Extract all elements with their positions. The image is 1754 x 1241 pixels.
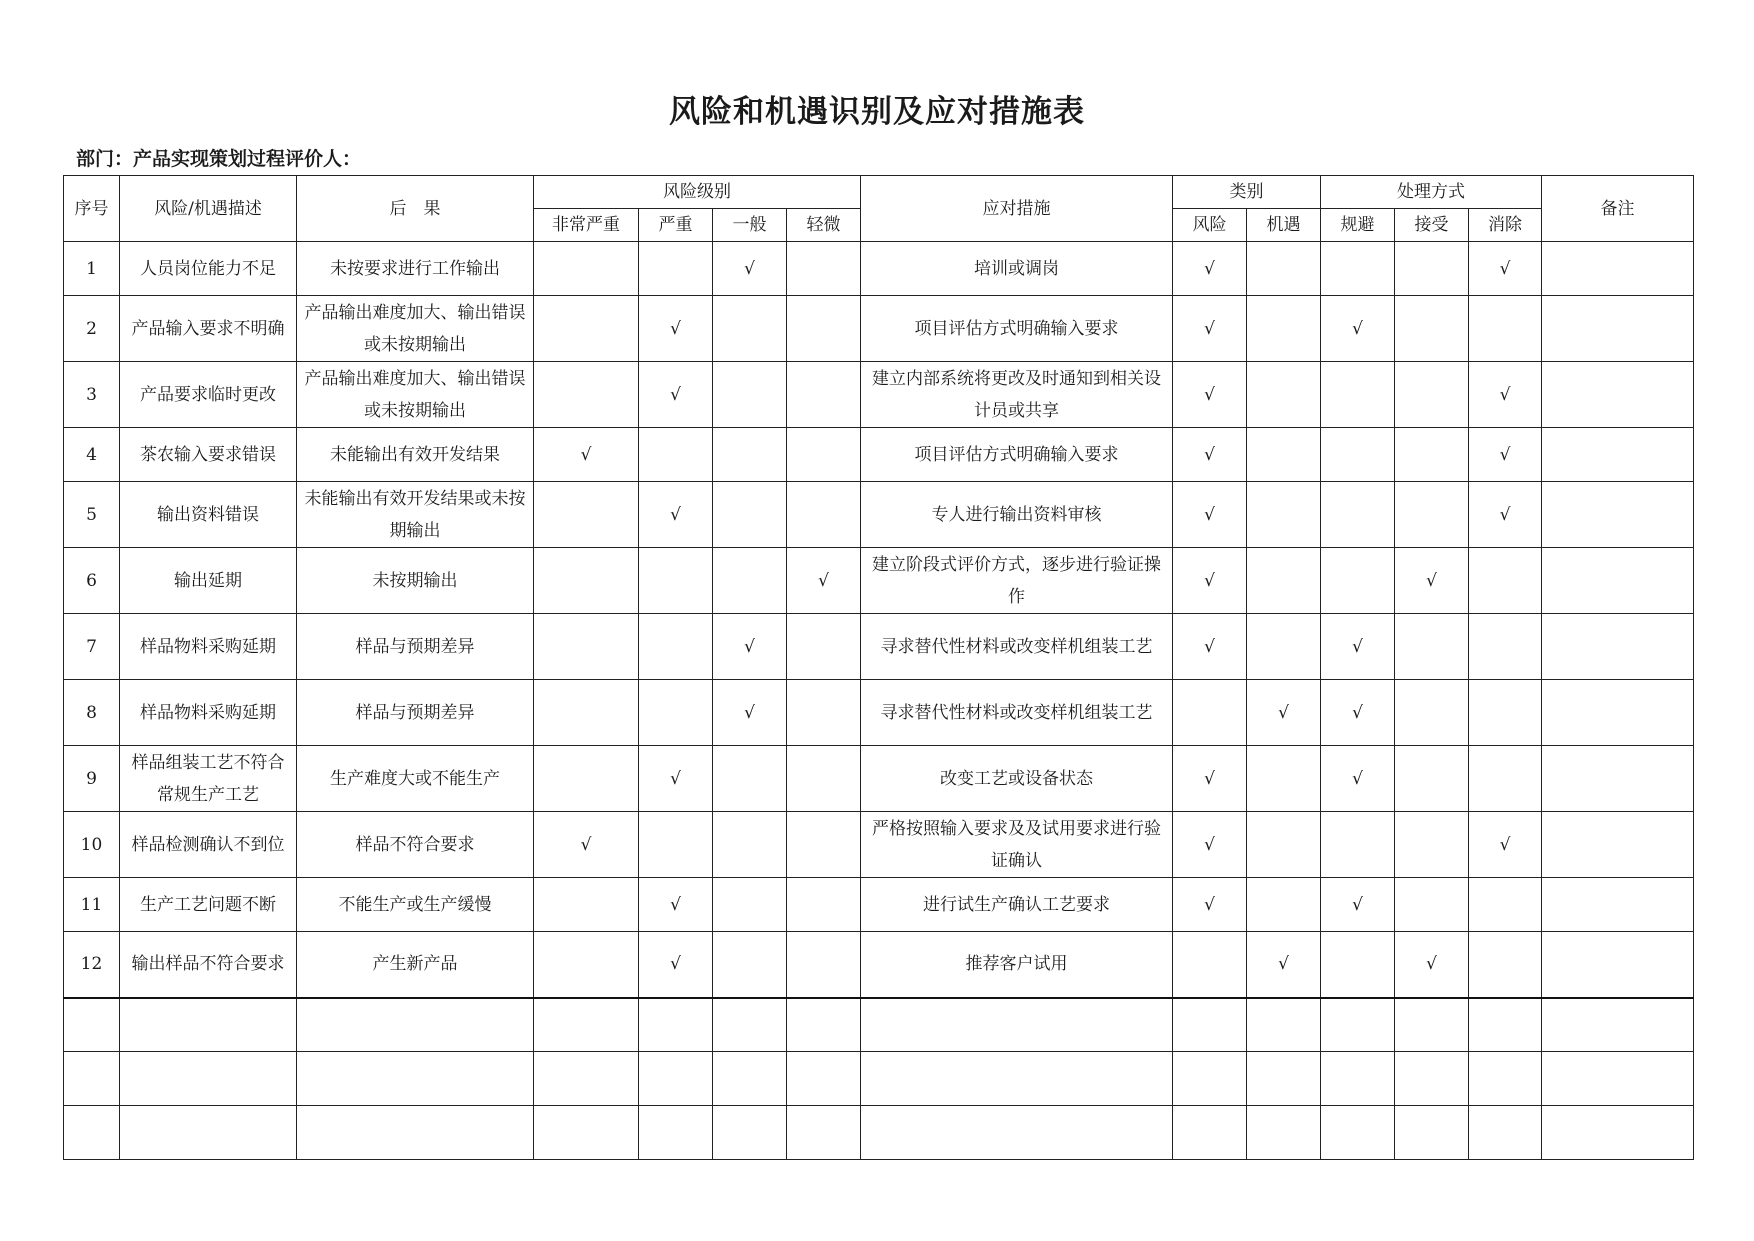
blank-cell <box>120 1052 297 1106</box>
blank-cell <box>1173 1106 1247 1160</box>
blank-cell <box>639 998 713 1052</box>
blank-cell <box>1395 1106 1469 1160</box>
table-row <box>64 242 1694 296</box>
risk-level-1: √ <box>639 482 713 548</box>
header-level-general: 一般 <box>713 209 787 242</box>
category-1 <box>1247 548 1321 614</box>
risk-description: 茶农输入要求错误 <box>120 428 297 482</box>
header-consequence: 后 果 <box>297 176 534 242</box>
handling-2 <box>1469 614 1542 680</box>
blank-cell <box>64 998 120 1052</box>
blank-cell <box>1542 1106 1694 1160</box>
risk-level-0 <box>534 680 639 746</box>
handling-0 <box>1321 428 1395 482</box>
header-remark: 备注 <box>1542 176 1694 242</box>
risk-level-3 <box>787 932 861 998</box>
blank-cell <box>787 998 861 1052</box>
category-0 <box>1173 680 1247 746</box>
consequence: 未能输出有效开发结果 <box>297 428 534 482</box>
handling-2: √ <box>1469 242 1542 296</box>
row-number: 4 <box>64 428 120 482</box>
handling-1 <box>1395 812 1469 878</box>
department-line: 部门：产品实现策划过程评价人： <box>76 148 362 170</box>
risk-level-0 <box>534 932 639 998</box>
risk-level-0 <box>534 482 639 548</box>
blank-cell <box>639 1052 713 1106</box>
header-handle-accept: 接受 <box>1395 209 1469 242</box>
risk-level-0: √ <box>534 812 639 878</box>
consequence: 样品与预期差异 <box>297 614 534 680</box>
row-number: 12 <box>64 932 120 998</box>
risk-level-1 <box>639 428 713 482</box>
blank-cell <box>1173 998 1247 1052</box>
risk-level-3 <box>787 614 861 680</box>
risk-description: 输出资料错误 <box>120 482 297 548</box>
row-number: 3 <box>64 362 120 428</box>
header-risk-level: 风险级别 <box>534 176 861 209</box>
risk-description: 生产工艺问题不断 <box>120 878 297 932</box>
handling-0: √ <box>1321 878 1395 932</box>
table-row <box>64 878 1694 932</box>
handling-2 <box>1469 932 1542 998</box>
risk-description: 样品物料采购延期 <box>120 614 297 680</box>
remark <box>1542 812 1694 878</box>
category-1 <box>1247 746 1321 812</box>
category-0: √ <box>1173 548 1247 614</box>
row-number: 9 <box>64 746 120 812</box>
remark <box>1542 428 1694 482</box>
risk-level-3 <box>787 296 861 362</box>
risk-description: 产品输入要求不明确 <box>120 296 297 362</box>
measure: 建立阶段式评价方式，逐步进行验证操作 <box>861 548 1173 614</box>
category-1: √ <box>1247 680 1321 746</box>
consequence: 不能生产或生产缓慢 <box>297 878 534 932</box>
header-cat-opportunity: 机遇 <box>1247 209 1321 242</box>
handling-1 <box>1395 428 1469 482</box>
blank-cell <box>534 998 639 1052</box>
blank-cell <box>713 1106 787 1160</box>
remark <box>1542 242 1694 296</box>
blank-cell <box>1321 1106 1395 1160</box>
row-number: 1 <box>64 242 120 296</box>
blank-cell <box>120 998 297 1052</box>
consequence: 生产难度大或不能生产 <box>297 746 534 812</box>
blank-cell <box>1469 1106 1542 1160</box>
category-0: √ <box>1173 746 1247 812</box>
risk-description: 输出延期 <box>120 548 297 614</box>
remark <box>1542 362 1694 428</box>
risk-level-2: √ <box>713 242 787 296</box>
category-0: √ <box>1173 482 1247 548</box>
measure: 寻求替代性材料或改变样机组装工艺 <box>861 614 1173 680</box>
table-row <box>64 548 1694 614</box>
row-number: 10 <box>64 812 120 878</box>
blank-row <box>64 1052 1694 1106</box>
risk-level-0 <box>534 362 639 428</box>
risk-level-1 <box>639 680 713 746</box>
risk-description: 产品要求临时更改 <box>120 362 297 428</box>
handling-1: √ <box>1395 932 1469 998</box>
consequence: 未能输出有效开发结果或未按期输出 <box>297 482 534 548</box>
risk-level-2 <box>713 932 787 998</box>
risk-level-3 <box>787 482 861 548</box>
category-0: √ <box>1173 362 1247 428</box>
measure: 推荐客户试用 <box>861 932 1173 998</box>
consequence: 未按期输出 <box>297 548 534 614</box>
blank-cell <box>713 1052 787 1106</box>
risk-level-1 <box>639 812 713 878</box>
risk-level-1: √ <box>639 878 713 932</box>
category-0: √ <box>1173 296 1247 362</box>
blank-cell <box>713 998 787 1052</box>
handling-2: √ <box>1469 362 1542 428</box>
handling-1 <box>1395 242 1469 296</box>
header-level-minor: 轻微 <box>787 209 861 242</box>
category-0 <box>1173 932 1247 998</box>
handling-0 <box>1321 932 1395 998</box>
category-1 <box>1247 878 1321 932</box>
blank-cell <box>534 1106 639 1160</box>
risk-level-1: √ <box>639 362 713 428</box>
row-number: 7 <box>64 614 120 680</box>
consequence: 未按要求进行工作输出 <box>297 242 534 296</box>
table-row <box>64 680 1694 746</box>
page-title: 风险和机遇识别及应对措施表 <box>669 94 1085 130</box>
consequence: 产品输出难度加大、输出错误或未按期输出 <box>297 362 534 428</box>
category-1 <box>1247 428 1321 482</box>
handling-2 <box>1469 878 1542 932</box>
blank-cell <box>1395 1052 1469 1106</box>
blank-cell <box>534 1052 639 1106</box>
row-number: 2 <box>64 296 120 362</box>
blank-cell <box>1247 998 1321 1052</box>
blank-row <box>64 998 1694 1052</box>
remark <box>1542 548 1694 614</box>
remark <box>1542 878 1694 932</box>
risk-description: 人员岗位能力不足 <box>120 242 297 296</box>
category-1 <box>1247 812 1321 878</box>
risk-level-2 <box>713 296 787 362</box>
risk-level-2 <box>713 878 787 932</box>
blank-cell <box>787 1052 861 1106</box>
risk-level-0 <box>534 296 639 362</box>
consequence: 样品与预期差异 <box>297 680 534 746</box>
category-1: √ <box>1247 932 1321 998</box>
blank-cell <box>1469 1052 1542 1106</box>
risk-level-3 <box>787 362 861 428</box>
table-row <box>64 482 1694 548</box>
handling-0 <box>1321 362 1395 428</box>
risk-level-0 <box>534 746 639 812</box>
blank-cell <box>1321 1052 1395 1106</box>
measure: 改变工艺或设备状态 <box>861 746 1173 812</box>
measure: 培训或调岗 <box>861 242 1173 296</box>
category-0: √ <box>1173 812 1247 878</box>
handling-2 <box>1469 746 1542 812</box>
measure: 进行试生产确认工艺要求 <box>861 878 1173 932</box>
risk-level-3 <box>787 680 861 746</box>
measure: 严格按照输入要求及及试用要求进行验证确认 <box>861 812 1173 878</box>
row-number: 11 <box>64 878 120 932</box>
blank-cell <box>64 1052 120 1106</box>
risk-level-3 <box>787 428 861 482</box>
header-seq: 序号 <box>64 176 120 242</box>
category-1 <box>1247 482 1321 548</box>
handling-1: √ <box>1395 548 1469 614</box>
risk-level-0 <box>534 548 639 614</box>
risk-level-2 <box>713 746 787 812</box>
risk-level-2 <box>713 812 787 878</box>
row-number: 5 <box>64 482 120 548</box>
handling-0 <box>1321 548 1395 614</box>
blank-cell <box>639 1106 713 1160</box>
risk-level-3 <box>787 242 861 296</box>
table-row <box>64 812 1694 878</box>
row-number: 6 <box>64 548 120 614</box>
table-row <box>64 362 1694 428</box>
blank-cell <box>787 1106 861 1160</box>
risk-level-1: √ <box>639 746 713 812</box>
category-0: √ <box>1173 878 1247 932</box>
remark <box>1542 296 1694 362</box>
handling-2: √ <box>1469 428 1542 482</box>
blank-cell <box>297 998 534 1052</box>
measure: 项目评估方式明确输入要求 <box>861 428 1173 482</box>
row-number: 8 <box>64 680 120 746</box>
risk-level-1: √ <box>639 932 713 998</box>
header-row-1 <box>64 176 1694 209</box>
category-0: √ <box>1173 428 1247 482</box>
handling-1 <box>1395 614 1469 680</box>
handling-2 <box>1469 680 1542 746</box>
measure: 专人进行输出资料审核 <box>861 482 1173 548</box>
risk-opportunity-table <box>63 175 1694 1160</box>
blank-cell <box>1247 1106 1321 1160</box>
risk-level-0 <box>534 242 639 296</box>
header-desc: 风险/机遇描述 <box>120 176 297 242</box>
handling-1 <box>1395 296 1469 362</box>
risk-level-3: √ <box>787 548 861 614</box>
blank-cell <box>861 1052 1173 1106</box>
blank-cell <box>861 1106 1173 1160</box>
blank-cell <box>297 1106 534 1160</box>
risk-level-1 <box>639 242 713 296</box>
header-level-severe: 严重 <box>639 209 713 242</box>
blank-row <box>64 1106 1694 1160</box>
risk-level-2: √ <box>713 614 787 680</box>
risk-description: 输出样品不符合要求 <box>120 932 297 998</box>
table-row <box>64 932 1694 998</box>
blank-cell <box>1395 998 1469 1052</box>
category-1 <box>1247 614 1321 680</box>
risk-level-2 <box>713 362 787 428</box>
risk-description: 样品检测确认不到位 <box>120 812 297 878</box>
risk-level-0 <box>534 878 639 932</box>
header-level-very-severe: 非常严重 <box>534 209 639 242</box>
risk-level-1: √ <box>639 296 713 362</box>
measure: 寻求替代性材料或改变样机组装工艺 <box>861 680 1173 746</box>
blank-cell <box>861 998 1173 1052</box>
handling-0 <box>1321 812 1395 878</box>
risk-level-2 <box>713 428 787 482</box>
header-handle-eliminate: 消除 <box>1469 209 1542 242</box>
handling-0 <box>1321 482 1395 548</box>
handling-0: √ <box>1321 680 1395 746</box>
table-row <box>64 746 1694 812</box>
category-1 <box>1247 362 1321 428</box>
blank-cell <box>1247 1052 1321 1106</box>
category-1 <box>1247 242 1321 296</box>
risk-description: 样品组装工艺不符合常规生产工艺 <box>120 746 297 812</box>
consequence: 产品输出难度加大、输出错误或未按期输出 <box>297 296 534 362</box>
risk-level-1 <box>639 548 713 614</box>
remark <box>1542 932 1694 998</box>
handling-2 <box>1469 548 1542 614</box>
handling-0 <box>1321 242 1395 296</box>
handling-1 <box>1395 362 1469 428</box>
risk-level-2 <box>713 548 787 614</box>
category-0: √ <box>1173 614 1247 680</box>
handling-1 <box>1395 482 1469 548</box>
remark <box>1542 680 1694 746</box>
category-0: √ <box>1173 242 1247 296</box>
risk-description: 样品物料采购延期 <box>120 680 297 746</box>
blank-cell <box>1173 1052 1247 1106</box>
blank-cell <box>64 1106 120 1160</box>
risk-level-0 <box>534 614 639 680</box>
header-measure: 应对措施 <box>861 176 1173 242</box>
handling-1 <box>1395 878 1469 932</box>
consequence: 产生新产品 <box>297 932 534 998</box>
risk-level-3 <box>787 746 861 812</box>
blank-cell <box>120 1106 297 1160</box>
handling-2: √ <box>1469 482 1542 548</box>
consequence: 样品不符合要求 <box>297 812 534 878</box>
handling-0: √ <box>1321 746 1395 812</box>
risk-level-3 <box>787 812 861 878</box>
header-handle-avoid: 规避 <box>1321 209 1395 242</box>
blank-cell <box>1542 998 1694 1052</box>
header-category: 类别 <box>1173 176 1321 209</box>
handling-2 <box>1469 296 1542 362</box>
risk-level-0: √ <box>534 428 639 482</box>
handling-0: √ <box>1321 296 1395 362</box>
risk-level-3 <box>787 878 861 932</box>
blank-cell <box>297 1052 534 1106</box>
handling-1 <box>1395 680 1469 746</box>
remark <box>1542 482 1694 548</box>
blank-cell <box>1469 998 1542 1052</box>
blank-cell <box>1542 1052 1694 1106</box>
handling-0: √ <box>1321 614 1395 680</box>
table-row <box>64 428 1694 482</box>
category-1 <box>1247 296 1321 362</box>
remark <box>1542 614 1694 680</box>
header-handling: 处理方式 <box>1321 176 1542 209</box>
handling-1 <box>1395 746 1469 812</box>
risk-level-2 <box>713 482 787 548</box>
blank-cell <box>1321 998 1395 1052</box>
measure: 建立内部系统将更改及时通知到相关设计员或共享 <box>861 362 1173 428</box>
handling-2: √ <box>1469 812 1542 878</box>
risk-level-1 <box>639 614 713 680</box>
risk-level-2: √ <box>713 680 787 746</box>
remark <box>1542 746 1694 812</box>
table-row <box>64 296 1694 362</box>
header-cat-risk: 风险 <box>1173 209 1247 242</box>
table-row <box>64 614 1694 680</box>
measure: 项目评估方式明确输入要求 <box>861 296 1173 362</box>
